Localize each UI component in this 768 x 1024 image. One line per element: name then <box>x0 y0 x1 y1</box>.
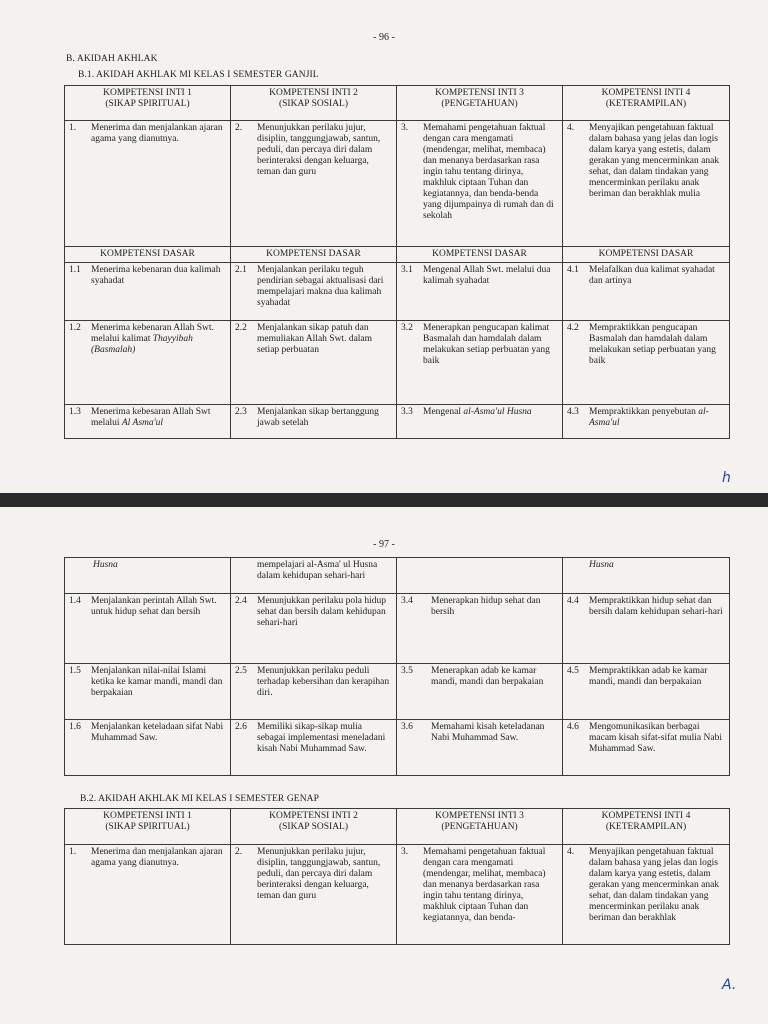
kd-cell: 4.2 Mempraktikkan pengucapan Basmalah dan hamdalah dalam melakukan setiap perbuatan yang baik <box>563 321 730 405</box>
ki-header-cell: KOMPETENSI INTI 4 (KETERAMPILAN) <box>563 809 730 845</box>
ki-content-row <box>65 121 730 247</box>
ki-content-row <box>65 845 730 945</box>
kd-cell: 1.3 Menerima kebesaran Allah Swt melalui Al Asma'ul <box>65 405 231 439</box>
kd-row <box>65 720 730 776</box>
kd-cell: 3.4 Menerapkan hidup sehat dan bersih <box>397 594 563 664</box>
kd-cell: 1.5 Menjalankan nilai-nilai Islami ketika ke kamar mandi, mandi dan berpakaian <box>65 664 231 720</box>
subsection-title: B.1. AKIDAH AKHLAK MI KELAS I SEMESTER GANJIL <box>78 70 319 80</box>
kd-cell: 3.2 Menerapkan pengucapan kalimat Basmalah dan hamdalah dalam melakukan setiap perbuatan yang baik <box>397 321 563 405</box>
competency-table-continued <box>64 557 730 776</box>
ki-cell: 3. Memahami pengetahuan faktual dengan cara mengamati (mendengar, melihat, membaca) dan menanya berdasarkan rasa ingin tahu tentang dirinya, makhluk ciptaan Tuhan dan kegiatannya, dan benda- <box>397 845 563 945</box>
kd-cell: 2.1 Menjalankan perilaku teguh pendirian sebagai aktualisasi dari mempelajari makna dua kalimah syahadat <box>231 263 397 321</box>
kd-cell: 2.4 Menunjukkan perilaku pola hidup sehat dan bersih dalam kehidupan sehari-hari <box>231 594 397 664</box>
ki-header-cell: KOMPETENSI INTI 2 (SIKAP SOSIAL) <box>231 86 397 121</box>
kd-cell: 1.6 Menjalankan keteladaan sifat Nabi Muhammad Saw. <box>65 720 231 776</box>
ki-cell: 4. Menyajikan pengetahuan faktual dalam bahasa yang jelas dan logis dalam karya yang estetis, dalam gerakan yang mencerminkan anak sehat, dan dalam tindakan yang mencerminkan perilaku anak beriman dan berakhlak <box>563 845 730 945</box>
kd-cell: 4.4 Mempraktikkan hidup sehat dan bersih dalam kehidupan sehari-hari <box>563 594 730 664</box>
kd-cell: 4.6 Mengomunikasikan berbagai macam kisah sifat-sifat mulia Nabi Muhammad Saw. <box>563 720 730 776</box>
kd-cell: 2.2 Menjalankan sikap patuh dan memuliakan Allah Swt. dalam setiap perbuatan <box>231 321 397 405</box>
ki-cell: 1. Menerima dan menjalankan ajaran agama yang dianutnya. <box>65 845 231 945</box>
kd-row <box>65 594 730 664</box>
kd-cell: 4.1 Melafalkan dua kalimat syahadat dan artinya <box>563 263 730 321</box>
kd-cell: 2.6 Memiliki sikap-sikap mulia sebagai implementasi meneladani kisah Nabi Muhammad Saw. <box>231 720 397 776</box>
ki-cell: 3. Memahami pengetahuan faktual dengan cara mengamati (mendengar, melihat, membaca) dan menanya berdasarkan rasa ingin tahu tentang dirinya, makhluk ciptaan Tuhan dan kegiatannya, dan benda-benda yang dijumpainya di rumah dan di sekolah <box>397 121 563 247</box>
ki-header-row <box>65 809 730 845</box>
kd-row <box>65 664 730 720</box>
ki-cell: 1. Menerima dan menjalankan ajaran agama yang dianutnya. <box>65 121 231 247</box>
ki-header-cell: KOMPETENSI INTI 3 (PENGETAHUAN) <box>397 86 563 121</box>
kd-cell: 1.2 Menerima kebenaran Allah Swt. melalui kalimat Thayyibah (Basmalah) <box>65 321 231 405</box>
kd-row <box>65 263 730 321</box>
subsection-title: B.2. AKIDAH AKHLAK MI KELAS I SEMESTER GENAP <box>80 794 320 804</box>
kd-cell: mempelajari al-Asma' ul Husna dalam kehidupan sehari-hari <box>231 558 397 594</box>
kd-cell: 4.3 Mempraktikkan penyebutan al-Asma'ul <box>563 405 730 439</box>
ki-header-cell: KOMPETENSI INTI 2 (SIKAP SOSIAL) <box>231 809 397 845</box>
kd-row <box>65 405 730 439</box>
ki-cell: 4. Menyajikan pengetahuan faktual dalam bahasa yang jelas dan logis dalam karya yang estetis, dalam gerakan yang mencerminkan anak sehat, dan dalam tindakan yang mencerminkan perilaku anak beriman dan berakhlak mulia <box>563 121 730 247</box>
kd-cell: 3.1 Mengenal Allah Swt. melalui dua kalimah syahadat <box>397 263 563 321</box>
ki-cell: 2. Menunjukkan perilaku jujur, disiplin, tanggungjawab, santun, peduli, dan percaya diri dalam berinteraksi dengan keluarga, teman dan guru <box>231 121 397 247</box>
ki-header-row <box>65 86 730 121</box>
competency-table-genap <box>64 808 730 945</box>
ki-header-cell: KOMPETENSI INTI 3 (PENGETAHUAN) <box>397 809 563 845</box>
page-number: - 97 - <box>373 539 395 550</box>
kd-header-cell: KOMPETENSI DASAR <box>563 247 730 263</box>
competency-table-ganjil <box>64 85 730 439</box>
page-96 <box>0 0 768 493</box>
kd-header-row <box>65 247 730 263</box>
kd-header-cell: KOMPETENSI DASAR <box>231 247 397 263</box>
kd-row <box>65 321 730 405</box>
section-title: B. AKIDAH AKHLAK <box>66 54 158 64</box>
handwritten-mark: A. <box>722 977 737 993</box>
handwritten-mark: h <box>722 470 731 486</box>
kd-cell: 4.5 Mempraktikkan adab ke kamar mandi, mandi dan berpakaian <box>563 664 730 720</box>
kd-cell <box>397 558 563 594</box>
page-97 <box>0 507 768 1024</box>
page-number: - 96 - <box>373 32 395 43</box>
kd-cell: Husna <box>65 558 231 594</box>
kd-header-cell: KOMPETENSI DASAR <box>397 247 563 263</box>
kd-cell: 3.5 Menerapkan adab ke kamar mandi, mandi dan berpakaian <box>397 664 563 720</box>
kd-cell: 3.3 Mengenal al-Asma'ul Husna <box>397 405 563 439</box>
kd-cell: 1.4 Menjalankan perintah Allah Swt. untuk hidup sehat dan bersih <box>65 594 231 664</box>
kd-cell: 1.1 Menerima kebenaran dua kalimah syahadat <box>65 263 231 321</box>
kd-header-cell: KOMPETENSI DASAR <box>65 247 231 263</box>
ki-header-cell: KOMPETENSI INTI 1 (SIKAP SPIRITUAL) <box>65 809 231 845</box>
kd-cell: 2.5 Menunjukkan perilaku peduli terhadap kebersihan dan kerapihan diri. <box>231 664 397 720</box>
kd-cell: Husna <box>563 558 730 594</box>
kd-cell: 3.6 Memahami kisah keteladanan Nabi Muhammad Saw. <box>397 720 563 776</box>
ki-header-cell: KOMPETENSI INTI 4 (KETERAMPILAN) <box>563 86 730 121</box>
ki-cell: 2. Menunjukkan perilaku jujur, disiplin, tanggungjawab, santun, peduli, dan percaya diri dalam berinteraksi dengan keluarga, teman dan guru <box>231 845 397 945</box>
ki-header-cell: KOMPETENSI INTI 1 (SIKAP SPIRITUAL) <box>65 86 231 121</box>
kd-cell: 2.3 Menjalankan sikap bertanggung jawab setelah <box>231 405 397 439</box>
continuation-row <box>65 558 730 594</box>
